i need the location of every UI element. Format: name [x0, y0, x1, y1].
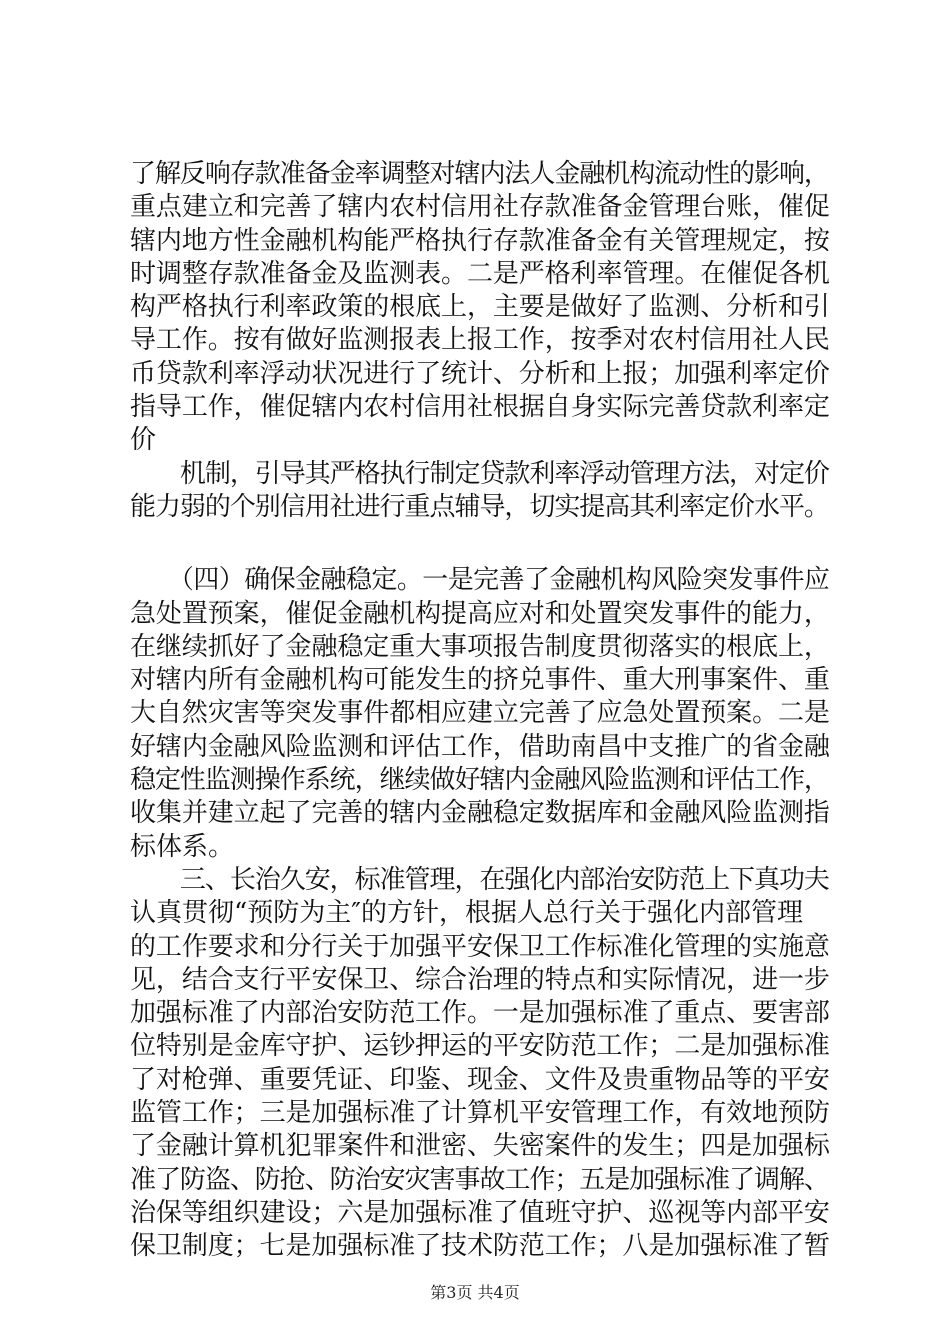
text-line: 好辖内金融风险监测和评估工作，借助南昌中支推广的省金融 [130, 731, 830, 762]
paragraph-gap [130, 524, 830, 564]
text-line: 时调整存款准备金及监测表。二是严格利率管理。在催促各机 [130, 258, 830, 289]
text-line: 的工作要求和分行关于加强平安保卫工作标准化管理的实施意 [130, 931, 830, 962]
text-line: 保卫制度；七是加强标准了技术防范工作；八是加强标准了暂 [130, 1231, 830, 1262]
text-line: 在继续抓好了金融稳定重大事项报告制度贯彻落实的根底上， [130, 631, 830, 662]
text-line: 了对枪弹、重要凭证、印鉴、现金、文件及贵重物品等的平安 [130, 1064, 830, 1095]
text-line: 对辖内所有金融机构可能发生的挤兑事件、重大刑事案件、重 [130, 665, 830, 696]
text-line: 稳定性监测操作系统，继续做好辖内金融风险监测和评估工作， [130, 765, 829, 796]
text-line: 大自然灾害等突发事件都相应建立完善了应急处置预案。二是 [130, 698, 830, 729]
text-line: 币贷款利率浮动状况进行了统计、分析和上报；加强利率定价 [130, 358, 830, 389]
text-line: 能力弱的个别信用社进行重点辅导，切实提高其利率定价水平。 [130, 491, 829, 522]
text-line: 导工作。按有做好监测报表上报工作，按季对农村信用社人民 [130, 325, 830, 356]
text-line: 三、长治久安，标准管理，在强化内部治安防范上下真功夫 [130, 864, 829, 895]
text-line: 治保等组织建设；六是加强标准了值班守护、巡视等内部平安 [130, 1197, 830, 1228]
text-line: 标体系。 [130, 831, 235, 862]
text-line: 机制，引导其严格执行制定贷款利率浮动管理方法，对定价 [130, 458, 829, 489]
text-line: 认真贯彻“预防为主″的方针，根据人总行关于强化内部管理 [130, 898, 804, 929]
text-line: 见，结合支行平安保卫、综合治理的特点和实际情况，进一步 [130, 964, 830, 995]
text-line: 价 [130, 425, 157, 456]
text-line: 指导工作，催促辖内农村信用社根据自身实际完善贷款利率定 [130, 392, 830, 423]
text-line: 位特别是金库守护、运钞押运的平安防范工作；二是加强标准 [130, 1031, 830, 1062]
page-number-footer: 第3页 共4页 [430, 1283, 520, 1302]
text-line: 了解反响存款准备金率调整对辖内法人金融机构流动性的影响， [130, 159, 829, 189]
text-line: 重点建立和完善了辖内农村信用社存款准备金管理台账，催促 [130, 192, 830, 223]
text-line: 监管工作；三是加强标准了计算机平安管理工作，有效地预防 [130, 1098, 830, 1129]
text-line: 加强标准了内部治安防范工作。一是加强标准了重点、要害部 [130, 998, 830, 1029]
text-line: 收集并建立起了完善的辖内金融稳定数据库和金融风险监测指 [130, 798, 830, 829]
text-line: 准了防盗、防抢、防治安灾害事故工作；五是加强标准了调解、 [130, 1164, 829, 1195]
paragraph-financial-stability [130, 564, 830, 1263]
paragraph-rate-management [130, 158, 830, 458]
text-line: 了金融计算机犯罪案件和泄密、失密案件的发生；四是加强标 [130, 1131, 830, 1162]
text-line: 急处置预案，催促金融机构提高应对和处置突发事件的能力， [130, 598, 830, 629]
text-line: 构严格执行利率政策的根底上，主要是做好了监测、分析和引 [130, 292, 830, 323]
paragraph-pricing-mechanism [130, 458, 830, 525]
document-body [130, 158, 830, 1264]
text-line: 辖内地方性金融机构能严格执行存款准备金有关管理规定，按 [130, 225, 830, 256]
text-line: （四）确保金融稳定。一是完善了金融机构风险突发事件应 [130, 565, 830, 596]
